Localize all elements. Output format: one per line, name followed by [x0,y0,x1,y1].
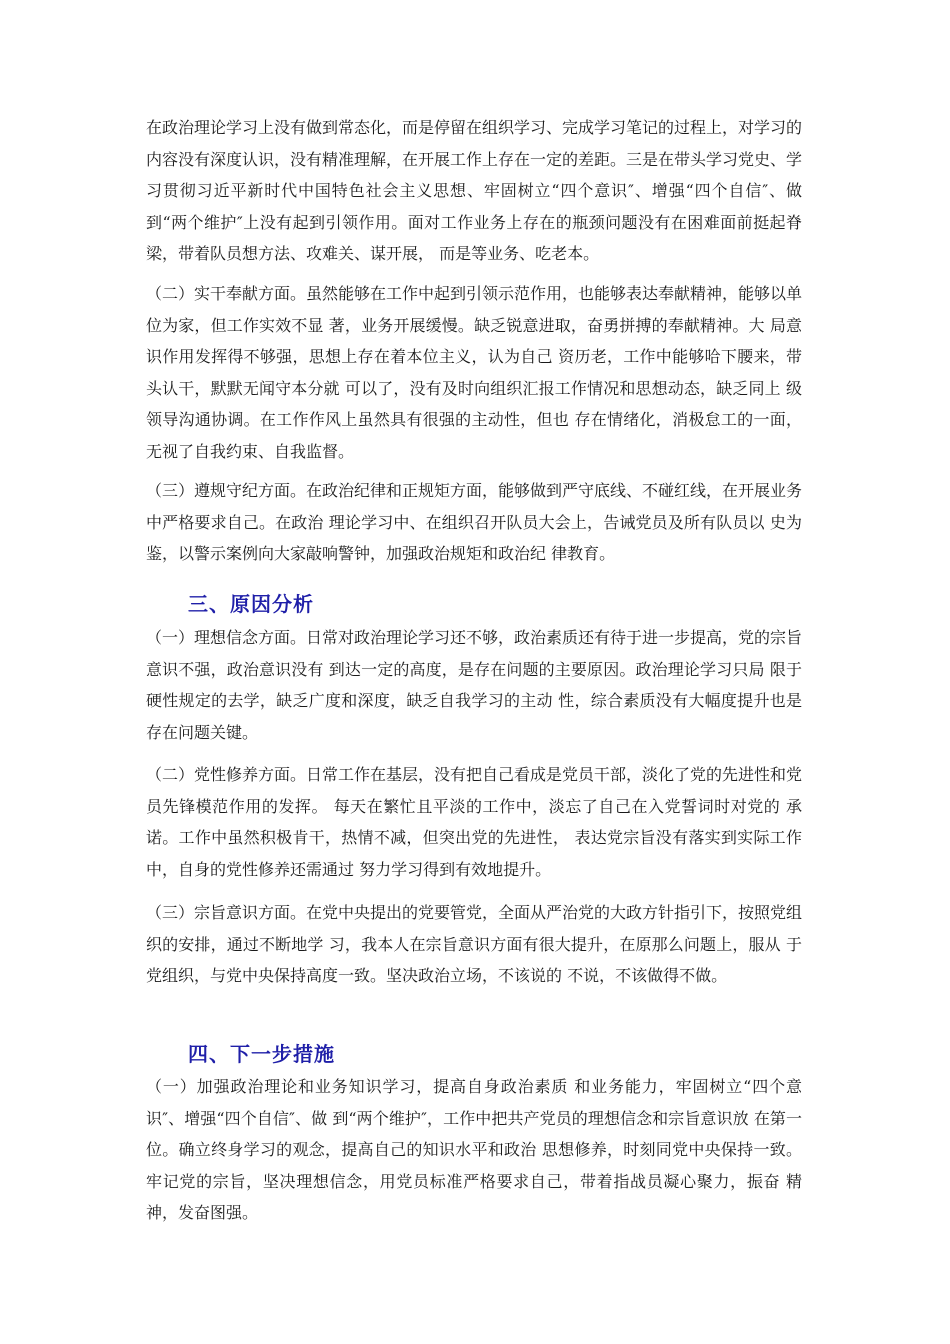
paragraph-discipline: （三）遵规守纪方面。在政治纪律和正规矩方面，能够做到严守底线、不碰红线，在开展业务中严格要求自己。在政治 理论学习中、在组织召开队员大会上，告诫党员及所有队员以 史为鉴，以警示案例向大家敲响警钟，加强政治规矩和政治纪 律教育。 [146,481,803,564]
paragraph-theory-study: 在政治理论学习上没有做到常态化，而是停留在组织学习、完成学习笔记的过程上，对学习的内容没有深度认识，没有精准理解，在开展工作上存在一定的差距。三是在带头学习党史、学习贯彻习近平新时代中国特色社会主义思想、牢固树立“四个意识″、增强“四个自信″、做到“两个维护″上没有起到引领作用。面对工作业务上存在的瓶颈问题没有在困难面前挺起脊梁，带着队员想方法、攻难关、谋开展， 而是等业务、吃老本。 [146,118,803,264]
paragraph-ideals-beliefs: （一）理想信念方面。日常对政治理论学习还不够，政治素质还有待于进一步提高，党的宗旨意识不强，政治意识没有 到达一定的高度，是存在问题的主要原因。政治理论学习只局 限于硬性规定的去学，缺乏广度和深度，缺乏自我学习的主动 性，综合素质没有大幅度提升也是存在问题关键。 [146,628,803,742]
paragraph-dedication: （二）实干奉献方面。虽然能够在工作中起到引领示范作用，也能够表达奉献精神，能够以单位为家，但工作实效不显 著，业务开展缓慢。缺乏锐意进取，奋勇拼搏的奉献精神。大 局意识作用发挥得不够强，思想上存在着本位主义，认为自己 资历老，工作中能够哈下腰来，带头认干，默默无闻守本分就 可以了，没有及时向组织汇报工作情况和思想动态，缺乏同上 级领导沟通协调。在工作作风上虽然具有很强的主动性，但也 存在情绪化，消极怠工的一面，无视了自我约束、自我监督。 [146,284,803,461]
section-heading-cause-analysis: 三、原因分析 [188,592,314,616]
paragraph-purpose-awareness: （三）宗旨意识方面。在党中央提出的党要管党，全面从严治党的大政方针指引下，按照党组织的安排，通过不断地学 习，我本人在宗旨意识方面有很大提升，在原那么问题上，服从 于党组织，与党中央保持高度一致。坚决政治立场，不该说的 不说，不该做得不做。 [146,903,803,986]
paragraph-party-cultivation: （二）党性修养方面。日常工作在基层，没有把自己看成是党员干部，淡化了党的先进性和党员先锋模范作用的发挥。 每天在繁忙且平淡的工作中，淡忘了自己在入党誓词时对党的 承诺。工作中虽然积极肯干，热情不减，但突出党的先进性， 表达党宗旨没有落实到实际工作中，自身的党性修养还需通过 努力学习得到有效地提升。 [146,765,803,879]
section-heading-next-steps: 四、下一步措施 [188,1042,335,1066]
paragraph-strengthen-study: （一）加强政治理论和业务知识学习，提高自身政治素质 和业务能力，牢固树立“四个意识″、增强“四个自信″、做 到“两个维护″，工作中把共产党员的理想信念和宗旨意识放 在第一位。确立终身学习的观念，提高自己的知识水平和政治 思想修养，时刻同党中央保持一致。牢记党的宗旨，坚决理想信念，用党员标准严格要求自己，带着指战员凝心聚力，振奋 精神，发奋图强。 [146,1077,802,1223]
